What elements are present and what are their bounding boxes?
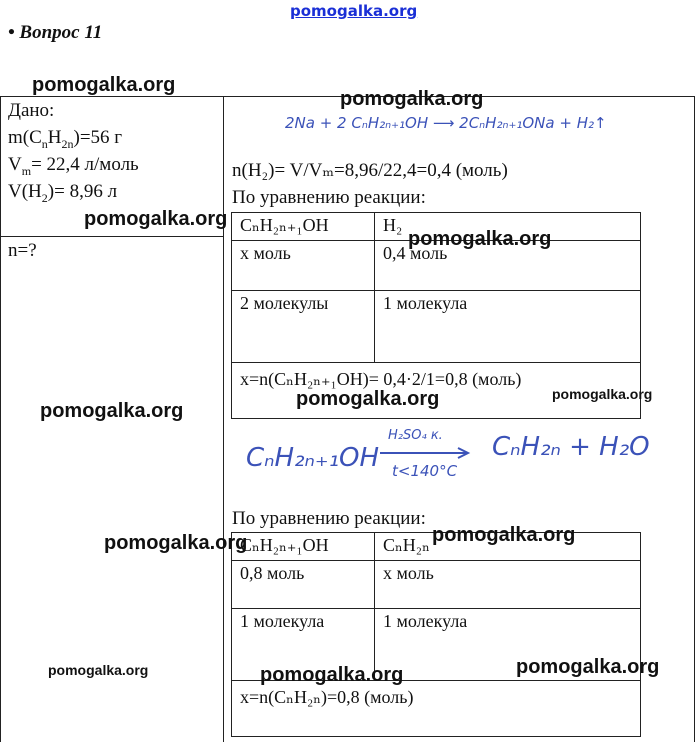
given-molar-volume: $V_m= 22,4$ л/моль [8,154,139,178]
reaction2-condition-bottom: t<140°C [392,462,458,480]
table2-result: x=n(CₙH₂ₙ)=0,8 (моль) [232,681,641,737]
given-separator [0,236,224,237]
table1-header-alcohol: CₙH₂ₙ₊₁OH [232,213,375,241]
watermark: pomogalka.org [552,386,653,402]
frame-right [694,96,695,742]
watermark: pomogalka.org [432,524,576,546]
watermark: pomogalka.org [84,208,228,230]
reaction2-condition-top: H₂SO₄ к. [388,428,443,443]
table1-result: x=n(CₙH₂ₙ₊₁OH)= 0,4·2/1=0,8 (моль) [232,363,641,419]
ratio-table-2 [231,532,641,737]
table2-alkene-amount: x моль [375,561,641,609]
site-link[interactable]: pomogalka.org [290,2,418,20]
table2-alkene-molecules: 1 молекула [375,609,641,681]
table1-hydrogen-amount: 0,4 моль [375,241,641,291]
watermark: pomogalka.org [32,74,176,96]
table1-alcohol-molecules: 2 молекулы [232,291,375,363]
table2-header-alkene: CₙH₂ₙ [375,533,641,561]
table1-hydrogen-molecules: 1 молекула [375,291,641,363]
watermark: pomogalka.org [516,656,660,678]
watermark: pomogalka.org [260,664,404,686]
table2-header-alcohol: CₙH₂ₙ₊₁OH [232,533,375,561]
table2-alcohol-amount: 0,8 моль [232,561,375,609]
reaction2-right: CₙH₂ₙ + H₂O [492,432,650,462]
frame-left [0,96,1,742]
watermark: pomogalka.org [296,388,440,410]
by-equation-label-1: По уравнению реакции: [232,187,426,208]
frame-divider [223,96,224,742]
by-equation-label-2: По уравнению реакции: [232,508,426,529]
question-heading: • Вопрос 11 [8,22,103,43]
watermark: pomogalka.org [40,400,184,422]
watermark: pomogalka.org [48,662,149,678]
watermark: pomogalka.org [340,88,484,110]
hydrogen-amount-calc: n(H₂)= V/Vₘ=8,96/22,4=0,4 (моль) [232,160,508,181]
find-quantity: n=? [8,240,37,261]
reaction-sodium: 2Na + 2 CₙH₂ₙ₊₁OH ⟶ 2CₙH₂ₙ₊₁ONa + H₂↑ [285,114,607,132]
watermark: pomogalka.org [104,532,248,554]
reaction2-left: CₙH₂ₙ₊₁OH [246,443,380,473]
given-hydrogen-volume: $V(H_2)= 8,96$ л [8,181,118,205]
table1-alcohol-amount: x моль [232,241,375,291]
given-title: Дано: [8,100,55,121]
watermark: pomogalka.org [408,228,552,250]
table1-header-hydrogen: H₂ [375,213,641,241]
table2-alcohol-molecules: 1 молекула [232,609,375,681]
given-mass: $m(C_nH_{2n})=56$ г [8,127,123,151]
